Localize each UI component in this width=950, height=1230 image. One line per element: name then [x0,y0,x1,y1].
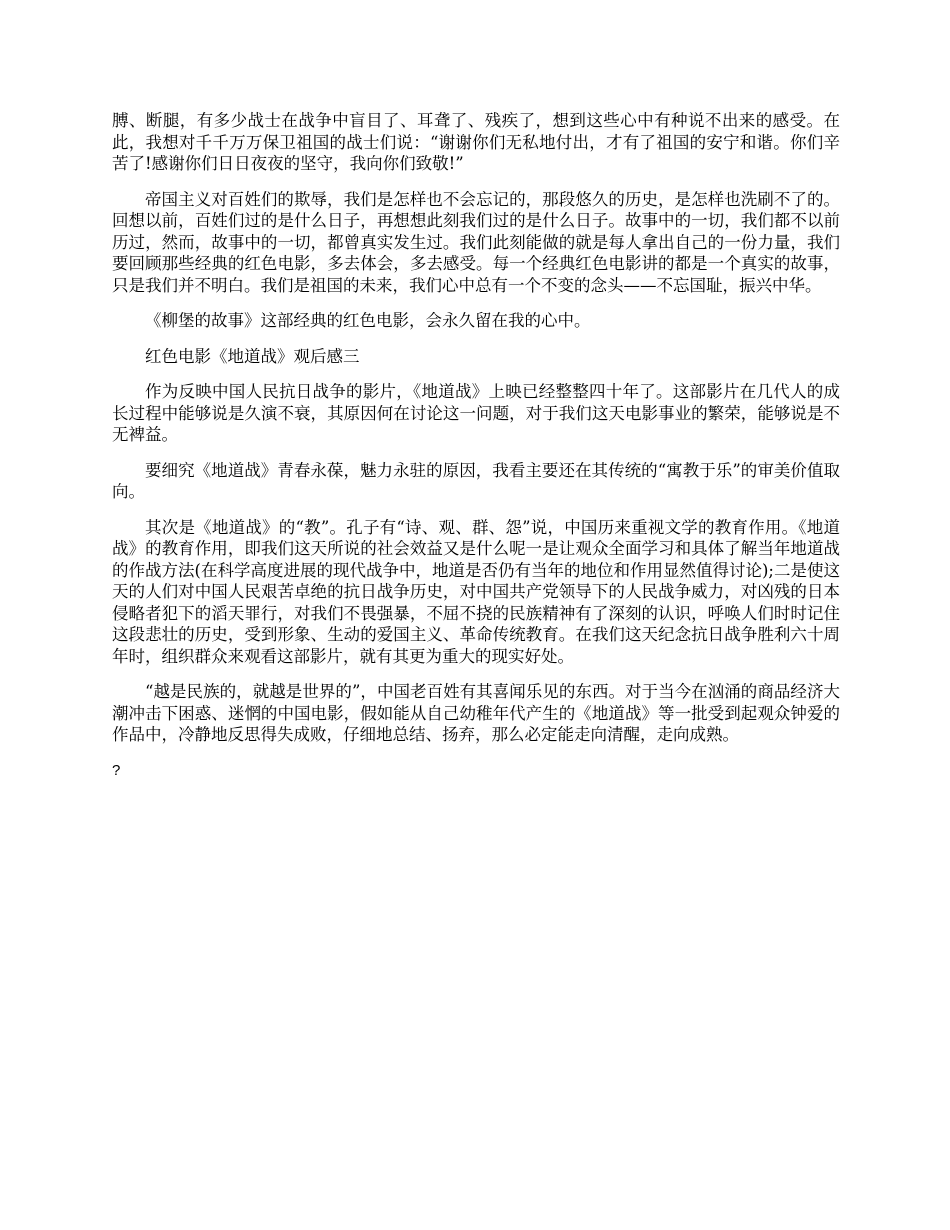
trailing-mark: ? [112,761,121,779]
paragraph-liubao: 《柳堡的故事》这部经典的红色电影，会永久留在我的心中。 [145,311,591,330]
paragraph-conclusion: “越是民族的，就越是世界的”，中国老百姓有其喜闻乐见的东西。对于当今在汹涌的商品经济大潮冲击下困惑、迷惘的中国电影，假如能从自己幼稚年代产生的《地道战》等一批受到起观众钟爱的作品中，冷静地反思得失成败，仔细地总结、扬弃，那么必定能走向清醒，走向成熟。 [112,682,840,744]
section-title: 红色电影《地道战》观后感三 [145,346,360,366]
document-page [112,110,840,781]
paragraph-education: 其次是《地道战》的“教”。孔子有“诗、观、群、怨”说，中国历来重视文学的教育作用。《地道战》的教育作用，即我们这天所说的社会效益又是什么呢一是让观众全面学习和具体了解当年地道战的作战方法(在科学高度进展的现代战争中，地道是否仍有当年的地位和作用显然值得讨论);二是使这天的人们对中国人民艰苦卓绝的抗日战争历史，对中国共产党领导下的人民战争威力，对凶残的日本侵略者犯下的滔天罪行，对我们不畏强暴，不屈不挠的民族精神有了深刻的认识，呼唤人们时时记住这段悲壮的历史，受到形象、生动的爱国主义、革命传统教育。在我们这天纪念抗日战争胜利六十周年时，组织群众来观看这部影片，就有其更为重大的现实好处。 [112,517,840,666]
paragraph-reason: 要细究《地道战》青春永葆，魅力永驻的原因，我看主要还在其传统的“寓教于乐”的审美价值取向。 [112,460,840,501]
paragraph-continuation: 膊、断腿，有多少战士在战争中盲目了、耳聋了、残疾了，想到这些心中有种说不出来的感受。在此，我想对千千万万保卫祖国的战士们说：“谢谢你们无私地付出，才有了祖国的安宁和谐。你们辛苦了!感谢你们日日夜夜的坚守，我向你们致敬!” [112,111,840,173]
paragraph-imperialism: 帝国主义对百姓们的欺辱，我们是怎样也不会忘记的，那段悠久的历史，是怎样也洗刷不了的。回想以前，百姓们过的是什么日子，再想想此刻我们过的是什么日子。故事中的一切，我们都不以前历过，然而，故事中的一切，都曾真实发生过。我们此刻能做的就是每人拿出自己的一份力量，我们要回顾那些经典的红色电影，多去体会，多去感受。每一个经典红色电影讲的都是一个真实的故事，只是我们并不明白。我们是祖国的未来，我们心中总有一个不变的念头——不忘国耻，振兴中华。 [112,189,840,295]
paragraph-intro: 作为反映中国人民抗日战争的影片，《地道战》上映已经整整四十年了。这部影片在几代人的成长过程中能够说是久演不衰，其原因何在讨论这一问题，对于我们这天电影事业的繁荣，能够说是不无裨益。 [112,382,840,444]
